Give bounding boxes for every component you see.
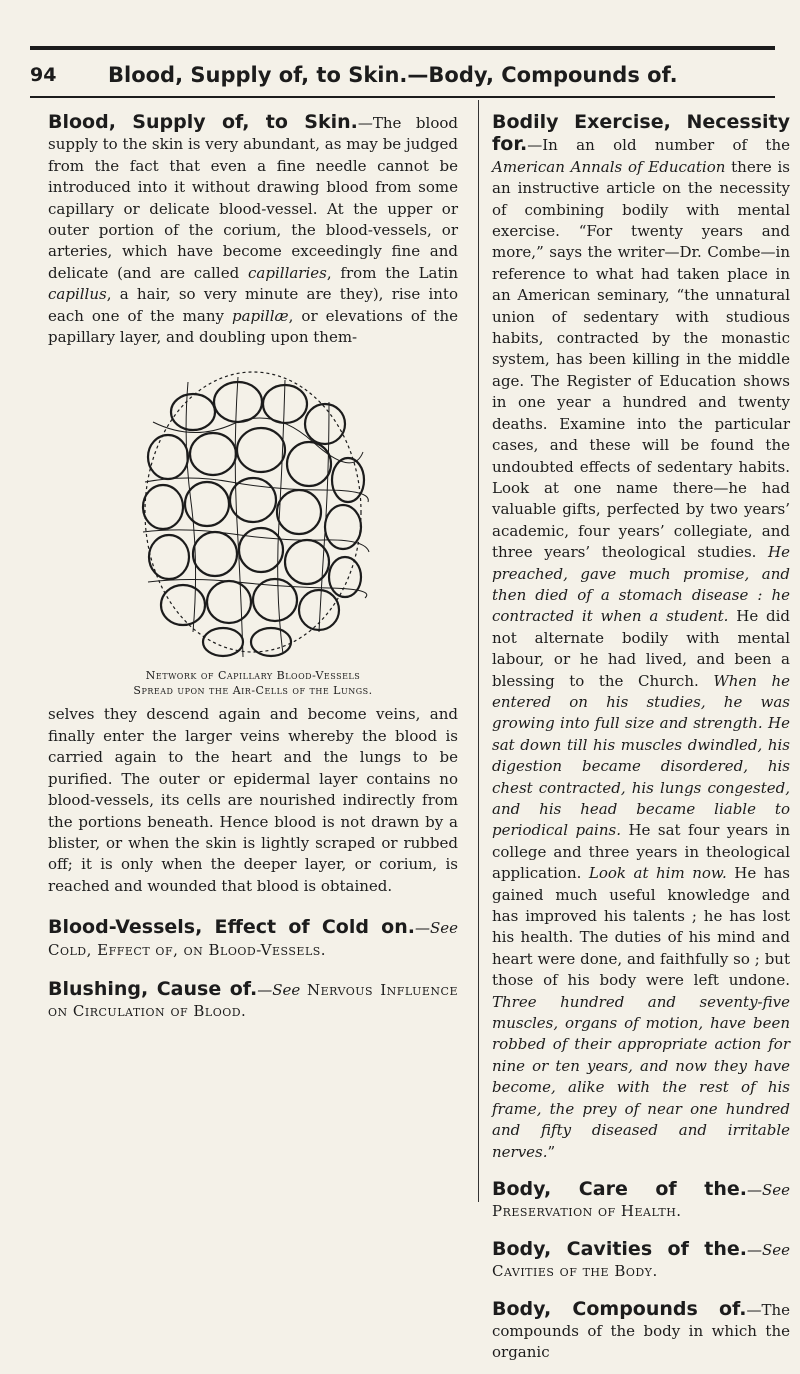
capillary-network-illustration — [133, 362, 373, 662]
entry-paragraph — [492, 1239, 790, 1283]
entry-blushing — [48, 979, 458, 1023]
entry-heading: Body, Care of the. — [492, 1177, 747, 1200]
page-number: 94 — [30, 64, 57, 86]
entry-heading: Body, Cavities of the. — [492, 1237, 747, 1260]
body-text: —The blood supply to the skin is very abundant, as may be judged from the fact that even a fine needle cannot be introduced into it without drawing blood from some capillary or delicate blood-vessel. At the upper or outer portion of the corium, the blood-vessels, or arteries, which have become exceedingly fine and delicate (and are called — [48, 114, 458, 282]
body-text: He sat four years in college and three years in theological application. — [492, 821, 790, 883]
cross-reference: Cold, Effect of, on Blood-Vessels. — [48, 940, 327, 959]
see-label: —See — [414, 919, 458, 938]
entry-paragraph: selves they descend again and become veins, and finally enter the larger veins whereby the blood is carried again to the heart and the lungs to be purified. The outer or epidermal layer contains no blood-vessels, its cells are nourished indirectly from the portions beneath. Hence blood is not drawn by a blister, or when the skin is lightly scraped or rubbed off; it is only when the deeper layer, or corium, is reached and wounded that blood is obtained. — [48, 705, 458, 895]
body-text: , from the Latin — [326, 263, 458, 282]
entry-paragraph — [48, 112, 458, 348]
entry-paragraph — [492, 1299, 790, 1364]
body-text: He has gained much useful knowledge and has improved his talents ; he has lost his health. The duties of his mind and heart were done, and faithfully so ; but those of his body were left undone. — [492, 864, 791, 990]
caption-line: Network of Capillary Blood-Vessels — [145, 669, 361, 683]
cross-reference: Cavities of the Body. — [492, 1262, 658, 1281]
italic-text: Look at him now. — [588, 864, 727, 883]
italic-term: capillus — [48, 285, 107, 304]
column-divider — [478, 100, 479, 1202]
body-text: —In an old number of the — [527, 136, 790, 155]
italic-term: capillaries — [248, 263, 327, 282]
right-column — [492, 112, 790, 1374]
italic-text: Three hundred and seventy-five muscles, organs of motion, have been robbed of their appropriate action for nine or ten years, and now they have become, alike with the rest of his frame, the prey of near one hundred and fifty diseased and irritable nerves. — [492, 992, 790, 1161]
see-label: —See — [746, 1240, 790, 1259]
italic-term: papillæ — [231, 306, 289, 325]
left-column — [48, 112, 458, 1033]
body-text: —The compounds of the body in which the organic — [492, 1300, 790, 1362]
entry-body-compounds — [492, 1299, 790, 1364]
entry-body-care — [492, 1179, 790, 1223]
entry-heading: Bodily Exercise, Necessity for. — [492, 111, 790, 156]
figure-caption — [48, 668, 458, 698]
cross-reference: Nervous Influence on Circulation of Blood. — [48, 980, 458, 1021]
body-text: , a hair, so very minute are they), rise into each one of the many — [48, 285, 458, 325]
body-text: ” — [547, 1142, 556, 1161]
entry-body-cavities — [492, 1239, 790, 1283]
top-rule — [30, 46, 775, 50]
body-text: , or elevations of the papillary layer, and doubling upon them- — [48, 306, 458, 347]
entry-paragraph — [48, 917, 458, 961]
entry-heading: Blushing, Cause of. — [48, 977, 258, 1000]
entry-heading: Blood, Supply of, to Skin. — [48, 111, 358, 133]
page-header — [30, 58, 775, 92]
entry-blood-vessels-cold — [48, 917, 458, 961]
italic-text: When he entered on his studies, he was growing into full size and strength. He sat down till his muscles dwindled, his digestion became disordered, his chest contracted, his lungs congested, and his head became liable to periodical pains. — [492, 671, 791, 840]
see-label: —See — [746, 1180, 790, 1199]
cross-reference: Preservation of Health. — [492, 1202, 682, 1221]
caption-line: Spread upon the Air-Cells of the Lungs. — [133, 684, 373, 698]
entry-paragraph — [48, 979, 458, 1023]
entry-heading: Blood-Vessels, Effect of Cold on. — [48, 916, 415, 939]
entry-blood-supply-skin — [48, 112, 458, 897]
body-text: there is an instructive article on the necessity of combining bodily with mental exercise. “For twenty years and more,” says the writer—Dr. Combe—in reference to what had taken place in an American seminary, “the unnatural union of sedentary with studious habits, contracted by the monastic system, has been killing in the middle age. The Register of Education shows in one year a hundred and twenty deaths. Examine into the particular cases, and these will be found the undoubted effects of sedentary habits. Look at one name there—he had valuable gifts, perfected by two years’ academic, four years’ collegiate, and three years’ theological studies. — [492, 157, 790, 562]
entry-paragraph — [492, 1179, 790, 1223]
running-head: Blood, Supply of, to Skin.—Body, Compounds of. — [108, 63, 678, 87]
body-text: He did not alternate bodily with mental labour, or he had lived, and been a blessing to the Church. — [492, 607, 791, 690]
header-rule — [30, 96, 775, 98]
entry-bodily-exercise — [492, 112, 790, 1163]
entry-heading: Body, Compounds of. — [492, 1297, 747, 1320]
see-label: —See — [257, 980, 307, 999]
entry-paragraph — [492, 112, 790, 1163]
italic-text: American Annals of Education — [492, 157, 726, 176]
italic-text: He preached, gave much promise, and then died of a stomach disease : he contracted it when a student. — [492, 543, 790, 626]
